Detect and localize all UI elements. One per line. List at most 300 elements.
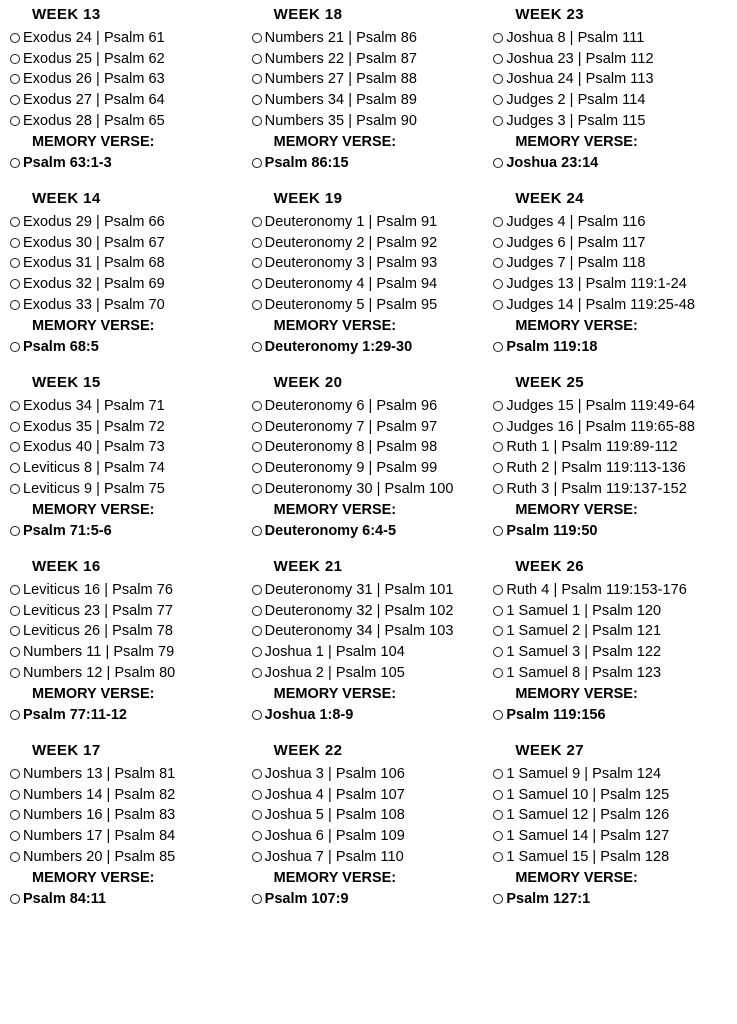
checkbox-circle-icon[interactable]: [493, 484, 503, 494]
reading-text: Numbers 20 | Psalm 85: [23, 848, 176, 865]
reading-text: Joshua 5 | Psalm 108: [264, 807, 405, 824]
reading-row[interactable]: [252, 274, 488, 295]
week-block: [252, 558, 488, 726]
reading-text: Judges 16 | Psalm 119:65-88: [506, 418, 695, 435]
checkbox-circle-icon[interactable]: [10, 585, 20, 595]
week-title: WEEK 25: [515, 373, 584, 391]
memory-verse-text: Psalm 71:5-6: [23, 523, 112, 540]
memory-verse-text: Psalm 119:50: [506, 523, 598, 540]
reading-row[interactable]: [493, 621, 729, 642]
checkbox-circle-icon[interactable]: [493, 769, 503, 779]
memory-verse-label: MEMORY VERSE:: [32, 685, 155, 702]
checkbox-circle-icon[interactable]: [252, 769, 262, 779]
checkbox-circle-icon[interactable]: [493, 300, 503, 310]
reading-text: Ruth 4 | Psalm 119:153-176: [506, 582, 687, 599]
checkbox-circle-icon[interactable]: [10, 790, 20, 800]
reading-row[interactable]: [252, 826, 488, 847]
checkbox-circle-icon[interactable]: [10, 710, 20, 720]
checkbox-circle-icon[interactable]: [10, 526, 20, 536]
reading-row[interactable]: [493, 110, 729, 131]
memory-verse-label: MEMORY VERSE:: [273, 869, 397, 886]
checkbox-circle-icon[interactable]: [10, 484, 20, 494]
week-title: WEEK 18: [273, 6, 343, 23]
memory-verse-text: Psalm 63:1-3: [23, 155, 112, 172]
reading-text: Judges 15 | Psalm 119:49-64: [506, 398, 695, 415]
reading-text: Exodus 24 | Psalm 61: [23, 30, 165, 47]
week-block: [10, 374, 246, 542]
checkbox-circle-icon[interactable]: [493, 790, 503, 800]
week-title: WEEK 19: [273, 189, 343, 207]
reading-row[interactable]: [252, 846, 488, 867]
reading-row[interactable]: [252, 478, 488, 499]
week-block: [493, 374, 729, 542]
checkbox-circle-icon[interactable]: [252, 33, 262, 43]
week-title: WEEK 22: [273, 741, 343, 759]
reading-text: Exodus 27 | Psalm 64: [23, 92, 165, 109]
reading-text: Exodus 32 | Psalm 69: [23, 276, 165, 293]
reading-text: 1 Samuel 10 | Psalm 125: [506, 786, 670, 803]
checkbox-circle-icon[interactable]: [10, 238, 20, 248]
week-block: [252, 6, 488, 174]
week-block: [10, 558, 246, 726]
reading-text: Exodus 35 | Psalm 72: [23, 418, 165, 435]
checkbox-circle-icon[interactable]: [10, 33, 20, 43]
checkbox-circle-icon[interactable]: [10, 831, 20, 841]
reading-text: Joshua 4 | Psalm 107: [264, 786, 405, 803]
reading-row[interactable]: [493, 69, 729, 90]
reading-text: Exodus 34 | Psalm 71: [23, 398, 165, 415]
reading-text: Judges 14 | Psalm 119:25-48: [506, 296, 695, 313]
reading-row[interactable]: [493, 846, 729, 867]
checkbox-circle-icon[interactable]: [493, 442, 503, 452]
checkbox-circle-icon[interactable]: [252, 626, 262, 636]
checkbox-circle-icon[interactable]: [493, 279, 503, 289]
checkbox-circle-icon[interactable]: [252, 894, 262, 904]
reading-text: Joshua 23 | Psalm 112: [506, 50, 654, 67]
checkbox-circle-icon[interactable]: [493, 526, 503, 536]
reading-text: Exodus 28 | Psalm 65: [23, 112, 165, 129]
reading-row[interactable]: [252, 764, 488, 785]
reading-row[interactable]: [10, 396, 246, 417]
reading-row[interactable]: [10, 805, 246, 826]
checkbox-circle-icon[interactable]: [493, 463, 503, 473]
checkbox-circle-icon[interactable]: [10, 422, 20, 432]
memory-verse-text: Joshua 23:14: [506, 155, 599, 172]
checkbox-circle-icon[interactable]: [493, 585, 503, 595]
reading-row[interactable]: [493, 253, 729, 274]
checkbox-circle-icon[interactable]: [252, 526, 262, 536]
reading-row[interactable]: [252, 601, 488, 622]
reading-row[interactable]: [493, 805, 729, 826]
reading-row[interactable]: [493, 396, 729, 417]
reading-text: Deuteronomy 4 | Psalm 94: [264, 276, 438, 293]
memory-verse-label: MEMORY VERSE:: [515, 501, 638, 518]
memory-verse-row[interactable]: [493, 889, 729, 910]
reading-text: Joshua 2 | Psalm 105: [264, 664, 405, 681]
reading-text: Numbers 16 | Psalm 83: [23, 807, 176, 824]
reading-row[interactable]: [493, 601, 729, 622]
checkbox-circle-icon[interactable]: [10, 606, 20, 616]
reading-row[interactable]: [10, 212, 246, 233]
checkbox-circle-icon[interactable]: [252, 442, 262, 452]
reading-text: Judges 2 | Psalm 114: [506, 92, 646, 109]
reading-row[interactable]: [10, 458, 246, 479]
reading-row[interactable]: [493, 49, 729, 70]
checkbox-circle-icon[interactable]: [252, 484, 262, 494]
reading-text: Leviticus 23 | Psalm 77: [23, 602, 173, 619]
memory-verse-row[interactable]: [252, 337, 488, 358]
week-title: WEEK 27: [515, 741, 584, 759]
reading-text: Exodus 26 | Psalm 63: [23, 71, 165, 88]
reading-row[interactable]: [10, 28, 246, 49]
reading-text: Deuteronomy 32 | Psalm 102: [264, 602, 454, 619]
checkbox-circle-icon[interactable]: [10, 463, 20, 473]
memory-verse-row[interactable]: [10, 705, 246, 726]
reading-row[interactable]: [493, 233, 729, 254]
checkbox-circle-icon[interactable]: [252, 342, 262, 352]
memory-verse-row[interactable]: [252, 521, 488, 542]
week-block: [252, 374, 488, 542]
week-block: [493, 742, 729, 910]
checkbox-circle-icon[interactable]: [252, 158, 262, 168]
reading-row[interactable]: [252, 253, 488, 274]
checkbox-circle-icon[interactable]: [10, 668, 20, 678]
checkbox-circle-icon[interactable]: [493, 606, 503, 616]
memory-verse-row[interactable]: [10, 521, 246, 542]
reading-text: Ruth 1 | Psalm 119:89-112: [506, 439, 678, 456]
week-title: WEEK 24: [515, 189, 584, 207]
reading-text: Joshua 7 | Psalm 110: [264, 848, 404, 865]
reading-text: Deuteronomy 1 | Psalm 91: [264, 214, 438, 231]
reading-text: Judges 13 | Psalm 119:1-24: [506, 276, 687, 293]
reading-row[interactable]: [252, 28, 488, 49]
memory-verse-row[interactable]: [10, 889, 246, 910]
checkbox-circle-icon[interactable]: [252, 279, 262, 289]
week-column: [248, 6, 490, 1024]
week-block: [10, 190, 246, 358]
memory-verse-label: MEMORY VERSE:: [273, 317, 397, 334]
reading-row[interactable]: [10, 642, 246, 663]
week-block: [10, 742, 246, 910]
reading-row[interactable]: [10, 662, 246, 683]
memory-verse-text: Psalm 68:5: [23, 339, 99, 356]
checkbox-circle-icon[interactable]: [10, 810, 20, 820]
checkbox-circle-icon[interactable]: [252, 710, 262, 720]
checkbox-circle-icon[interactable]: [493, 810, 503, 820]
memory-verse-label: MEMORY VERSE:: [32, 869, 155, 886]
memory-verse-text: Deuteronomy 1:29-30: [264, 339, 413, 356]
reading-row[interactable]: [10, 69, 246, 90]
checkbox-circle-icon[interactable]: [252, 422, 262, 432]
reading-row[interactable]: [493, 662, 729, 683]
memory-verse-label: MEMORY VERSE:: [32, 133, 155, 150]
week-block: [252, 742, 488, 910]
week-block: [252, 190, 488, 358]
checkbox-circle-icon[interactable]: [493, 74, 503, 84]
memory-verse-label: MEMORY VERSE:: [515, 133, 638, 150]
reading-text: Joshua 8 | Psalm 111: [506, 30, 645, 47]
checkbox-circle-icon[interactable]: [10, 95, 20, 105]
memory-verse-label: MEMORY VERSE:: [273, 133, 397, 150]
checkbox-circle-icon[interactable]: [252, 606, 262, 616]
reading-row[interactable]: [493, 28, 729, 49]
reading-row[interactable]: [493, 437, 729, 458]
checkbox-circle-icon[interactable]: [10, 626, 20, 636]
reading-row[interactable]: [10, 274, 246, 295]
checkbox-circle-icon[interactable]: [493, 852, 503, 862]
checkbox-circle-icon[interactable]: [493, 95, 503, 105]
memory-verse-row[interactable]: [252, 153, 488, 174]
checkbox-circle-icon[interactable]: [493, 116, 503, 126]
reading-text: Joshua 6 | Psalm 109: [264, 827, 405, 844]
reading-text: Exodus 29 | Psalm 66: [23, 214, 165, 231]
checkbox-circle-icon[interactable]: [252, 790, 262, 800]
reading-text: Numbers 27 | Psalm 88: [264, 71, 417, 88]
reading-text: 1 Samuel 2 | Psalm 121: [506, 623, 662, 640]
week-column: [6, 6, 248, 1024]
week-title: WEEK 21: [273, 557, 343, 575]
checkbox-circle-icon[interactable]: [10, 401, 20, 411]
reading-text: Deuteronomy 2 | Psalm 92: [264, 234, 438, 251]
reading-row[interactable]: [493, 764, 729, 785]
reading-row[interactable]: [252, 396, 488, 417]
checkbox-circle-icon[interactable]: [493, 710, 503, 720]
reading-text: Judges 6 | Psalm 117: [506, 234, 646, 251]
reading-row[interactable]: [252, 212, 488, 233]
memory-verse-row[interactable]: [252, 705, 488, 726]
week-title: WEEK 26: [515, 557, 584, 575]
week-title: WEEK 15: [32, 373, 101, 391]
checkbox-circle-icon[interactable]: [493, 54, 503, 64]
checkbox-circle-icon[interactable]: [10, 258, 20, 268]
reading-row[interactable]: [493, 274, 729, 295]
reading-row[interactable]: [10, 437, 246, 458]
reading-row[interactable]: [252, 437, 488, 458]
checkbox-circle-icon[interactable]: [10, 116, 20, 126]
checkbox-circle-icon[interactable]: [252, 300, 262, 310]
reading-text: Numbers 22 | Psalm 87: [264, 50, 417, 67]
reading-text: Numbers 12 | Psalm 80: [23, 664, 176, 681]
reading-text: Leviticus 26 | Psalm 78: [23, 623, 173, 640]
reading-row[interactable]: [10, 90, 246, 111]
memory-verse-text: Psalm 86:15: [264, 155, 349, 172]
reading-row[interactable]: [252, 294, 488, 315]
reading-text: Ruth 3 | Psalm 119:137-152: [506, 480, 687, 497]
checkbox-circle-icon[interactable]: [493, 342, 503, 352]
memory-verse-text: Deuteronomy 6:4-5: [264, 523, 397, 540]
checkbox-circle-icon[interactable]: [252, 54, 262, 64]
reading-text: Joshua 1 | Psalm 104: [264, 643, 405, 660]
reading-row[interactable]: [10, 294, 246, 315]
reading-text: 1 Samuel 14 | Psalm 127: [506, 827, 670, 844]
checkbox-circle-icon[interactable]: [493, 33, 503, 43]
checkbox-circle-icon[interactable]: [493, 422, 503, 432]
checkbox-circle-icon[interactable]: [252, 831, 262, 841]
reading-text: 1 Samuel 12 | Psalm 126: [506, 807, 670, 824]
memory-verse-label: MEMORY VERSE:: [515, 317, 638, 334]
checkbox-circle-icon[interactable]: [252, 95, 262, 105]
checkbox-circle-icon[interactable]: [10, 279, 20, 289]
reading-row[interactable]: [10, 621, 246, 642]
reading-row[interactable]: [10, 417, 246, 438]
memory-verse-label: MEMORY VERSE:: [515, 869, 638, 886]
week-block: [493, 190, 729, 358]
checkbox-circle-icon[interactable]: [493, 158, 503, 168]
reading-row[interactable]: [252, 621, 488, 642]
checkbox-circle-icon[interactable]: [252, 258, 262, 268]
reading-row[interactable]: [10, 580, 246, 601]
checkbox-circle-icon[interactable]: [493, 217, 503, 227]
reading-text: Leviticus 8 | Psalm 74: [23, 460, 165, 477]
reading-row[interactable]: [252, 784, 488, 805]
memory-verse-text: Psalm 107:9: [264, 891, 349, 908]
reading-row[interactable]: [10, 846, 246, 867]
checkbox-circle-icon[interactable]: [10, 74, 20, 84]
checkbox-circle-icon[interactable]: [493, 831, 503, 841]
memory-verse-row[interactable]: [252, 889, 488, 910]
memory-verse-text: Joshua 1:8-9: [264, 707, 354, 724]
reading-row[interactable]: [493, 826, 729, 847]
memory-verse-text: Psalm 119:18: [506, 339, 598, 356]
checkbox-circle-icon[interactable]: [10, 442, 20, 452]
reading-row[interactable]: [10, 826, 246, 847]
reading-text: Leviticus 16 | Psalm 76: [23, 582, 173, 599]
reading-text: Joshua 24 | Psalm 113: [506, 71, 654, 88]
checkbox-circle-icon[interactable]: [252, 401, 262, 411]
checkbox-circle-icon[interactable]: [10, 852, 20, 862]
memory-verse-text: Psalm 77:11-12: [23, 707, 127, 724]
reading-row[interactable]: [252, 417, 488, 438]
reading-row[interactable]: [10, 601, 246, 622]
memory-verse-row[interactable]: [10, 337, 246, 358]
checkbox-circle-icon[interactable]: [493, 626, 503, 636]
checkbox-circle-icon[interactable]: [10, 769, 20, 779]
reading-row[interactable]: [493, 90, 729, 111]
reading-text: Joshua 3 | Psalm 106: [264, 766, 405, 783]
week-title: WEEK 13: [32, 6, 101, 23]
reading-row[interactable]: [10, 253, 246, 274]
reading-row[interactable]: [10, 764, 246, 785]
week-column: [489, 6, 731, 1024]
checkbox-circle-icon[interactable]: [252, 852, 262, 862]
memory-verse-row[interactable]: [493, 337, 729, 358]
reading-text: Deuteronomy 9 | Psalm 99: [264, 460, 438, 477]
checkbox-circle-icon[interactable]: [493, 894, 503, 904]
reading-row[interactable]: [493, 642, 729, 663]
reading-row[interactable]: [252, 662, 488, 683]
memory-verse-label: MEMORY VERSE:: [32, 501, 155, 518]
reading-text: Numbers 11 | Psalm 79: [23, 643, 175, 660]
reading-row[interactable]: [493, 212, 729, 233]
reading-text: Exodus 33 | Psalm 70: [23, 296, 165, 313]
checkbox-circle-icon[interactable]: [252, 217, 262, 227]
memory-verse-row[interactable]: [493, 705, 729, 726]
reading-text: Deuteronomy 6 | Psalm 96: [264, 398, 438, 415]
checkbox-circle-icon[interactable]: [252, 116, 262, 126]
reading-text: Deuteronomy 7 | Psalm 97: [264, 418, 438, 435]
week-title: WEEK 23: [515, 6, 584, 23]
checkbox-circle-icon[interactable]: [10, 342, 20, 352]
reading-row[interactable]: [493, 580, 729, 601]
reading-row[interactable]: [493, 784, 729, 805]
reading-text: Numbers 21 | Psalm 86: [264, 30, 417, 47]
reading-text: Deuteronomy 34 | Psalm 103: [264, 623, 454, 640]
reading-row[interactable]: [252, 233, 488, 254]
reading-text: 1 Samuel 3 | Psalm 122: [506, 643, 662, 660]
checkbox-circle-icon[interactable]: [10, 647, 20, 657]
reading-row[interactable]: [493, 478, 729, 499]
reading-row[interactable]: [252, 805, 488, 826]
checkbox-circle-icon[interactable]: [10, 54, 20, 64]
reading-row[interactable]: [252, 642, 488, 663]
reading-text: Leviticus 9 | Psalm 75: [23, 480, 165, 497]
reading-row[interactable]: [252, 90, 488, 111]
checkbox-circle-icon[interactable]: [10, 217, 20, 227]
week-block: [493, 558, 729, 726]
checkbox-circle-icon[interactable]: [493, 668, 503, 678]
checkbox-circle-icon[interactable]: [252, 668, 262, 678]
checkbox-circle-icon[interactable]: [252, 585, 262, 595]
reading-row[interactable]: [252, 458, 488, 479]
reading-text: Exodus 30 | Psalm 67: [23, 234, 165, 251]
checkbox-circle-icon[interactable]: [493, 238, 503, 248]
reading-row[interactable]: [10, 478, 246, 499]
checkbox-circle-icon[interactable]: [10, 158, 20, 168]
checkbox-circle-icon[interactable]: [252, 810, 262, 820]
checkbox-circle-icon[interactable]: [10, 300, 20, 310]
reading-text: 1 Samuel 1 | Psalm 120: [506, 602, 662, 619]
memory-verse-row[interactable]: [493, 521, 729, 542]
reading-row[interactable]: [252, 580, 488, 601]
memory-verse-text: Psalm 84:11: [23, 891, 107, 908]
reading-row[interactable]: [493, 417, 729, 438]
reading-row[interactable]: [10, 233, 246, 254]
week-title: WEEK 16: [32, 557, 101, 575]
checkbox-circle-icon[interactable]: [10, 894, 20, 904]
checkbox-circle-icon[interactable]: [252, 647, 262, 657]
reading-row[interactable]: [252, 110, 488, 131]
reading-row[interactable]: [10, 110, 246, 131]
reading-text: Numbers 34 | Psalm 89: [264, 92, 417, 109]
checkbox-circle-icon[interactable]: [252, 463, 262, 473]
reading-text: Judges 4 | Psalm 116: [506, 214, 646, 231]
reading-text: Exodus 31 | Psalm 68: [23, 255, 165, 272]
checkbox-circle-icon[interactable]: [493, 258, 503, 268]
reading-text: Exodus 40 | Psalm 73: [23, 439, 165, 456]
memory-verse-row[interactable]: [493, 153, 729, 174]
reading-row[interactable]: [10, 49, 246, 70]
week-title: WEEK 17: [32, 741, 101, 759]
week-block: [493, 6, 729, 174]
reading-row[interactable]: [493, 458, 729, 479]
reading-text: 1 Samuel 15 | Psalm 128: [506, 848, 670, 865]
memory-verse-label: MEMORY VERSE:: [515, 685, 638, 702]
checkbox-circle-icon[interactable]: [252, 74, 262, 84]
reading-row[interactable]: [10, 784, 246, 805]
reading-row[interactable]: [252, 69, 488, 90]
reading-text: Exodus 25 | Psalm 62: [23, 50, 165, 67]
checkbox-circle-icon[interactable]: [252, 238, 262, 248]
memory-verse-row[interactable]: [10, 153, 246, 174]
reading-text: Deuteronomy 3 | Psalm 93: [264, 255, 438, 272]
week-title: WEEK 20: [273, 373, 343, 391]
reading-row[interactable]: [493, 294, 729, 315]
reading-row[interactable]: [252, 49, 488, 70]
reading-text: Judges 7 | Psalm 118: [506, 255, 646, 272]
reading-text: Numbers 35 | Psalm 90: [264, 112, 417, 129]
checkbox-circle-icon[interactable]: [493, 401, 503, 411]
checkbox-circle-icon[interactable]: [493, 647, 503, 657]
